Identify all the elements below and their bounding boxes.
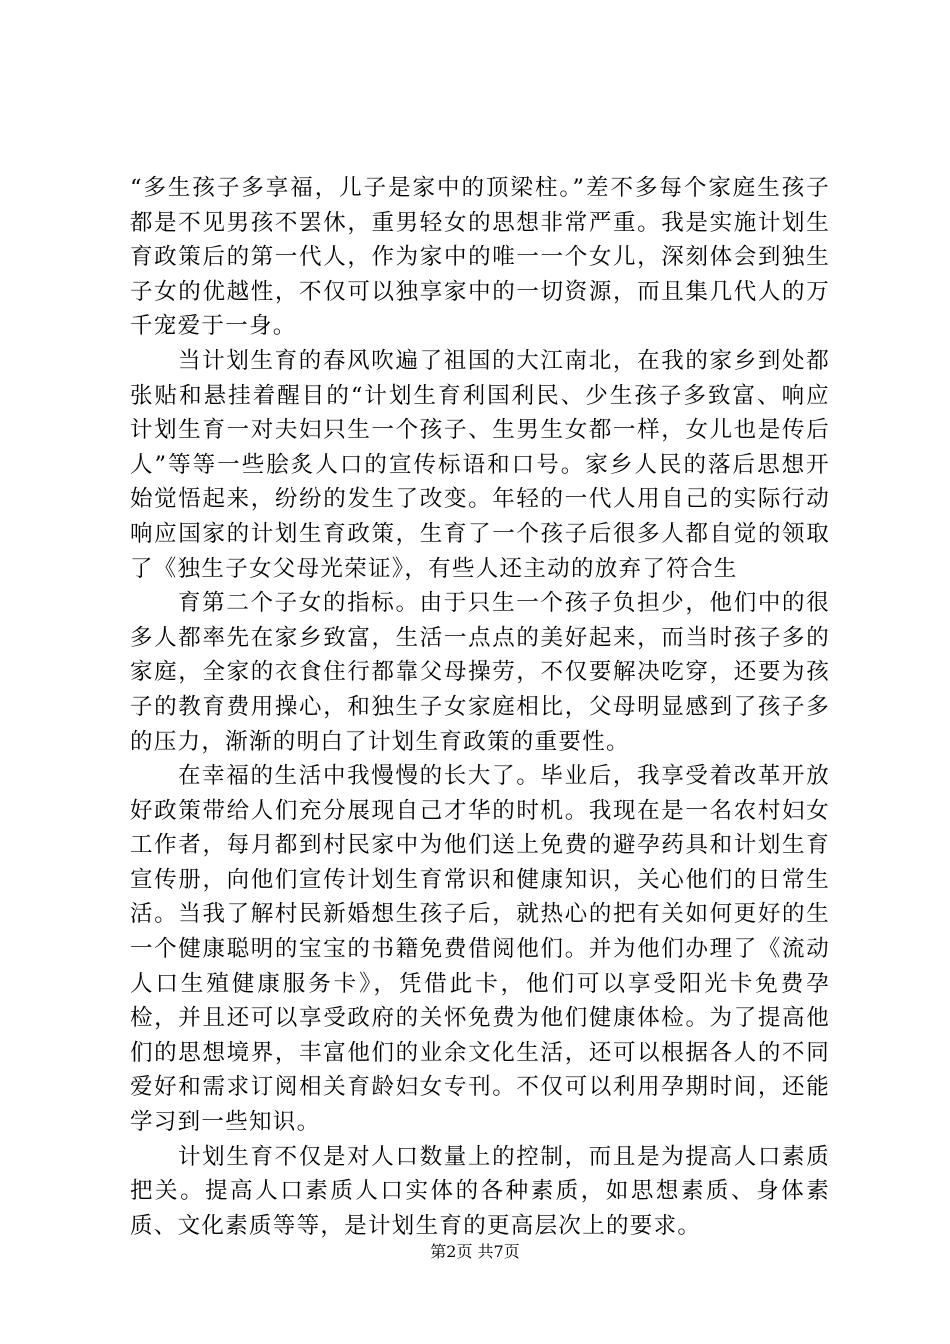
document-body <box>130 171 830 1243</box>
paragraph-4: 在幸福的生活中我慢慢的长大了。毕业后，我享受着改革开放好政策带给人们充分展现自己才华的时机。我现在是一名农村妇女工作者，每月都到村民家中为他们送上免费的避孕药具和计划生育宣传册，向他们宣传计划生育常识和健康知识，关心他们的日常生活。当我了解村民新婚想生孩子后，就热心的把有关如何更好的生一个健康聪明的宝宝的书籍免费借阅他们。并为他们办理了《流动人口生殖健康服务卡》，凭借此卡，他们可以享受阳光卡免费孕检，并且还可以享受政府的关怀免费为他们健康体检。为了提高他们的思想境界，丰富他们的业余文化生活，还可以根据各人的不同爱好和需求订阅相关育龄妇女专刊。不仅可以利用孕期时间，还能学习到一些知识。 <box>130 763 830 1136</box>
page-footer: 第2页 共7页 <box>430 1242 520 1261</box>
paragraph-3: 育第二个子女的指标。由于只生一个孩子负担少，他们中的很多人都率先在家乡致富，生活一点点的美好起来，而当时孩子多的家庭，全家的衣食住行都靠父母操劳，不仅要解决吃穿，还要为孩子的教育费用操心，和独生子女家庭相比，父母明显感到了孩子多的压力，渐渐的明白了计划生育政策的重要性。 <box>130 590 830 755</box>
paragraph-2: 当计划生育的春风吹遍了祖国的大江南北，在我的家乡到处都张贴和悬挂着醒目的“计划生育利国利民、少生孩子多致富、响应计划生育一对夫妇只生一个孩子、生男生女都一样，女儿也是传后人”等等一些脍炙人口的宣传标语和口号。家乡人民的落后思想开始觉悟起来，纷纷的发生了改变。年轻的一代人用自己的实际行动响应国家的计划生育政策，生育了一个孩子后很多人都自觉的领取了《独生子女父母光荣证》，有些人还主动的放弃了符合生 <box>130 347 830 582</box>
paragraph-1: “多生孩子多享福，儿子是家中的顶梁柱。”差不多每个家庭生孩子都是不见男孩不罢休，重男轻女的思想非常严重。我是实施计划生育政策后的第一代人，作为家中的唯一一个女儿，深刻体会到独生子女的优越性，不仅可以独享家中的一切资源，而且集几代人的万千宠爱于一身。 <box>130 175 830 340</box>
paragraph-5: 计划生育不仅是对人口数量上的控制，而且是为提高人口素质把关。提高人口素质人口实体的各种素质，如思想素质、身体素质、文化素质等等，是计划生育的更高层次上的要求。 <box>130 1143 830 1239</box>
